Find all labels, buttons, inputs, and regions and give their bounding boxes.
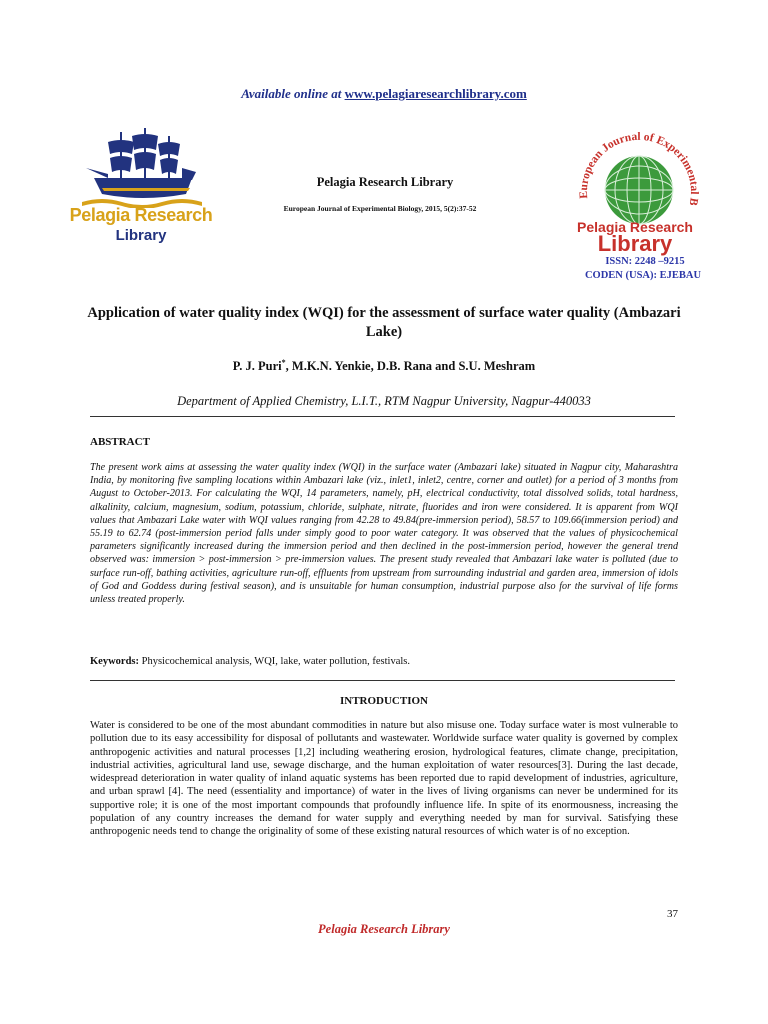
other-authors: , M.K.N. Yenkie, D.B. Rana and S.U. Meshram xyxy=(285,359,536,374)
page-number: 37 xyxy=(667,908,678,920)
coden-code: CODEN (USA): EJEBAU xyxy=(584,270,702,281)
logo-arc-text: European Journal of Experimental B xyxy=(577,132,701,207)
right-logo-subtitle: Library xyxy=(597,231,673,256)
availability-line xyxy=(0,86,768,102)
globe-icon xyxy=(574,132,704,232)
affiliation: Department of Applied Chemistry, L.I.T., RTM Nagpur University, Nagpur-440033 xyxy=(177,394,591,408)
keywords-line xyxy=(90,656,678,667)
keywords-label: Keywords: xyxy=(90,656,139,667)
paper-title: Application of water quality index (WQI) for the assessment of surface water quality (Ambazari Lake) xyxy=(87,305,681,340)
right-logo-title: Pelagia Research xyxy=(577,219,693,235)
keywords-text: Physicochemical analysis, WQI, lake, water pollution, festivals. xyxy=(139,656,410,667)
first-author: P. J. Puri xyxy=(232,359,282,374)
footer-publisher: Pelagia Research Library xyxy=(318,922,450,936)
divider-top xyxy=(90,416,675,417)
publisher-name: Pelagia Research Library xyxy=(316,175,454,189)
divider-bottom xyxy=(90,680,675,681)
author-list xyxy=(0,358,768,374)
publisher-link[interactable]: www.pelagiaresearchlibrary.com xyxy=(344,86,527,101)
corresponding-mark: * xyxy=(281,358,286,367)
issn-number: ISSN: 2248 –9215 xyxy=(605,256,685,267)
left-logo-subtitle: Library xyxy=(115,227,167,244)
availability-prefix: Available online at xyxy=(241,86,345,101)
left-logo-title: Pelagia Research xyxy=(69,205,213,225)
abstract-text: The present work aims at assessing the water quality index (WQI) in the surface water (Ambazari lake) situated in Nagpur city, Maharashtra India, by monitoring five sampling locations within Ambazari lake (viz., inlet1, inlet2, centre, corner and outlet) for a period of 3 months from August to October-2013. For calculating the WQI, 14 parameters, namely, pH, electrical conductivity, total dissolved solids, total hardness, alkalinity, calcium, magnesium, sodium, potassium, chloride, sulphate, nitrate, fluorides and iron were considered. It is apparent from WQI values that Ambazari Lake water with WQI values ranging from 42.28 to 49.84(pre-immersion period), 58.57 to 109.66(immersion period) and 55.19 to 62.74 (post-immersion period falls under simply good to poor water category. It was observed that the values of physicochemical parameters significantly increased during the immersion period and then declined in the post-immersion period, however the general trend observed was: immersion > post-immersion > pre-immersion values. The present study revealed that Ambazari lake water is polluted (due to surface run-off, bathing activities, agriculture run-off, effluents from upstream from surrounding industrial and garden area, immersion of idols of God and Goddess during festival season), and is unsuitable for human consumption, industrial purpose also for the survival of life forms unless treated properly. xyxy=(90,462,678,606)
introduction-heading: INTRODUCTION xyxy=(339,695,428,707)
introduction-text: Water is considered to be one of the most abundant commodities in nature but also misuse one. Today surface water is most vulnerable to pollution due to its easy accessibility for disposal of pollutants and wastewater. Worldwide surface water quality is governed by complex anthropogenic activities and natural processes [1,2] including weathering erosion, hydrological features, climate change, precipitation, industrial activities, agricultural land use, sewage discharge, and the human exploitation of water resources[3]. During the last decade, widespread deterioration in water quality of inland aquatic systems has been reported due to rapid development of industries, agriculture, and urban sprawl [4]. The need (essentiality and importance) of water in the lives of living organisms can never be undermined for its supportive role; it is one of the most important compounds that profoundly influence life. In spite of its enormousness, increasing the population of any country increases the demand for water supply and everything needed by man for survival. Satisfying these anthropogenic needs tend to change the originality of some of these existing natural resources of which water is of no exception. xyxy=(90,720,678,838)
journal-citation: European Journal of Experimental Biology, 2015, 5(2):37-52 xyxy=(283,204,477,213)
abstract-heading: ABSTRACT xyxy=(90,436,150,448)
